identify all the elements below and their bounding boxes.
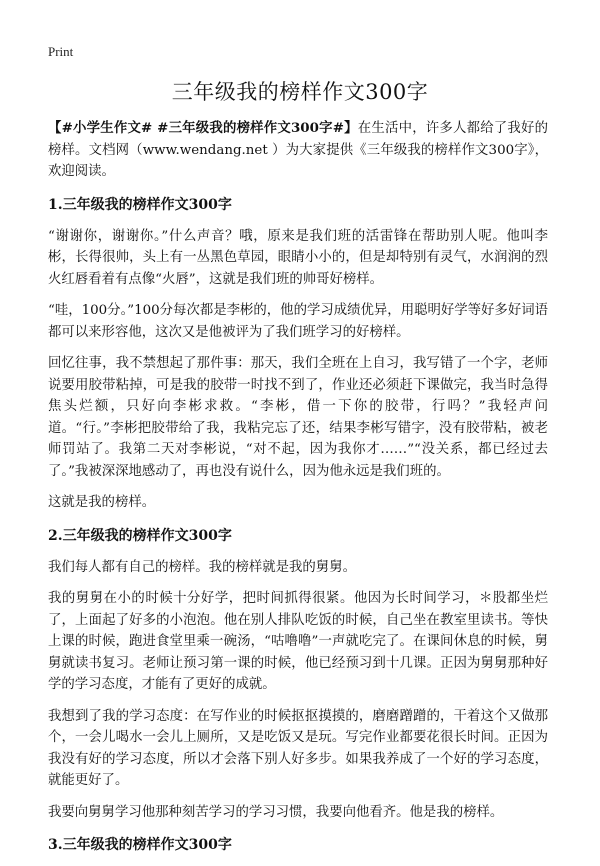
section-heading-3: 3.三年级我的榜样作文300字 xyxy=(48,837,232,853)
section-heading-2: 2.三年级我的榜样作文300字 xyxy=(48,527,232,544)
intro-text: 在生活中，许多人都给了我好的榜样。文档网（www.wendang.net ）为大家提供《三年级我的榜样作文300字》，欢迎阅读。 xyxy=(48,121,548,179)
section-1-paragraph: 回忆往事，我不禁想起了那件事：那天，我们全班在上自习，我写错了一个字，老师说要用胶带粘掉，可是我的胶带一时找不到了，作业还必须赶下课做完，我当时急得焦头烂额，只好向李彬求救。“李彬，借一下你的胶带，行吗？”我轻声问道。“行。”李彬把胶带给了我，我粘完忘了还，结果李彬写错字，没有胶带粘，被老师罚站了。我第二天对李彬说，“对不起，因为我你才……”“没关系，都已经过去了。”我被深深地感动了，再也没有说什么，因为他永远是我们班的。 xyxy=(48,356,548,479)
intro-paragraph xyxy=(48,118,548,183)
section-2-paragraph: 我要向舅舅学习他那种刻苦学习的学习习惯，我要向他看齐。他是我的榜样。 xyxy=(48,804,504,820)
intro-tag: 【#小学生作文# #三年级我的榜样作文300字#】 xyxy=(48,120,358,136)
section-2-paragraph: 我的舅舅在小的时候十分好学，把时间抓得很紧。他因为长时间学习，＊股都坐烂了，上面起了好多的小泡泡。他在别人排队吃饭的时候，自己坐在教室里读书。等快上课的时候，跑进食堂里乘一碗汤，“咕噜噜”一声就吃完了。在课间休息的时候，舅舅就读书复习。老师让预习第一课的时候，他已经预习到十几课。正因为舅舅那种好学的学习态度，才能有了更好的成就。 xyxy=(48,591,548,692)
page-title: 三年级我的榜样作文300字 xyxy=(171,80,429,104)
section-1-paragraph: 这就是我的榜样。 xyxy=(48,495,156,510)
section-2-paragraph: 我们每人都有自己的榜样。我的榜样就是我的舅舅。 xyxy=(48,559,356,575)
print-link[interactable]: Print xyxy=(48,44,74,59)
section-1-paragraph: “谢谢你，谢谢你。”什么声音？哦，原来是我们班的活雷锋在帮助别人呢。他叫李彬，长得很帅，头上有一丛黑色草园，眼睛小小的，但是却特别有灵气，水润润的烈火红唇看着有点像“火唇”，这就是我们班的帅哥好榜样。 xyxy=(48,228,548,287)
section-heading-1: 1.三年级我的榜样作文300字 xyxy=(48,196,232,213)
section-1-paragraph: “哇，100分。”100分每次都是李彬的，他的学习成绩优异，用聪明好学等好多好词语都可以来形容他，这次又是他被评为了我们班学习的好榜样。 xyxy=(48,303,548,340)
article-body xyxy=(48,118,548,866)
section-2-paragraph: 我想到了我的学习态度：在写作业的时候抠抠摸摸的，磨磨蹭蹭的，干着这个又做那个，一会儿喝水一会儿上厕所，又是吃饭又是玩。写完作业都要花很长时间。正因为我没有好的学习态度，所以才会落下别人好多步。如果我养成了一个好的学习态度，就能更好了。 xyxy=(48,708,548,788)
